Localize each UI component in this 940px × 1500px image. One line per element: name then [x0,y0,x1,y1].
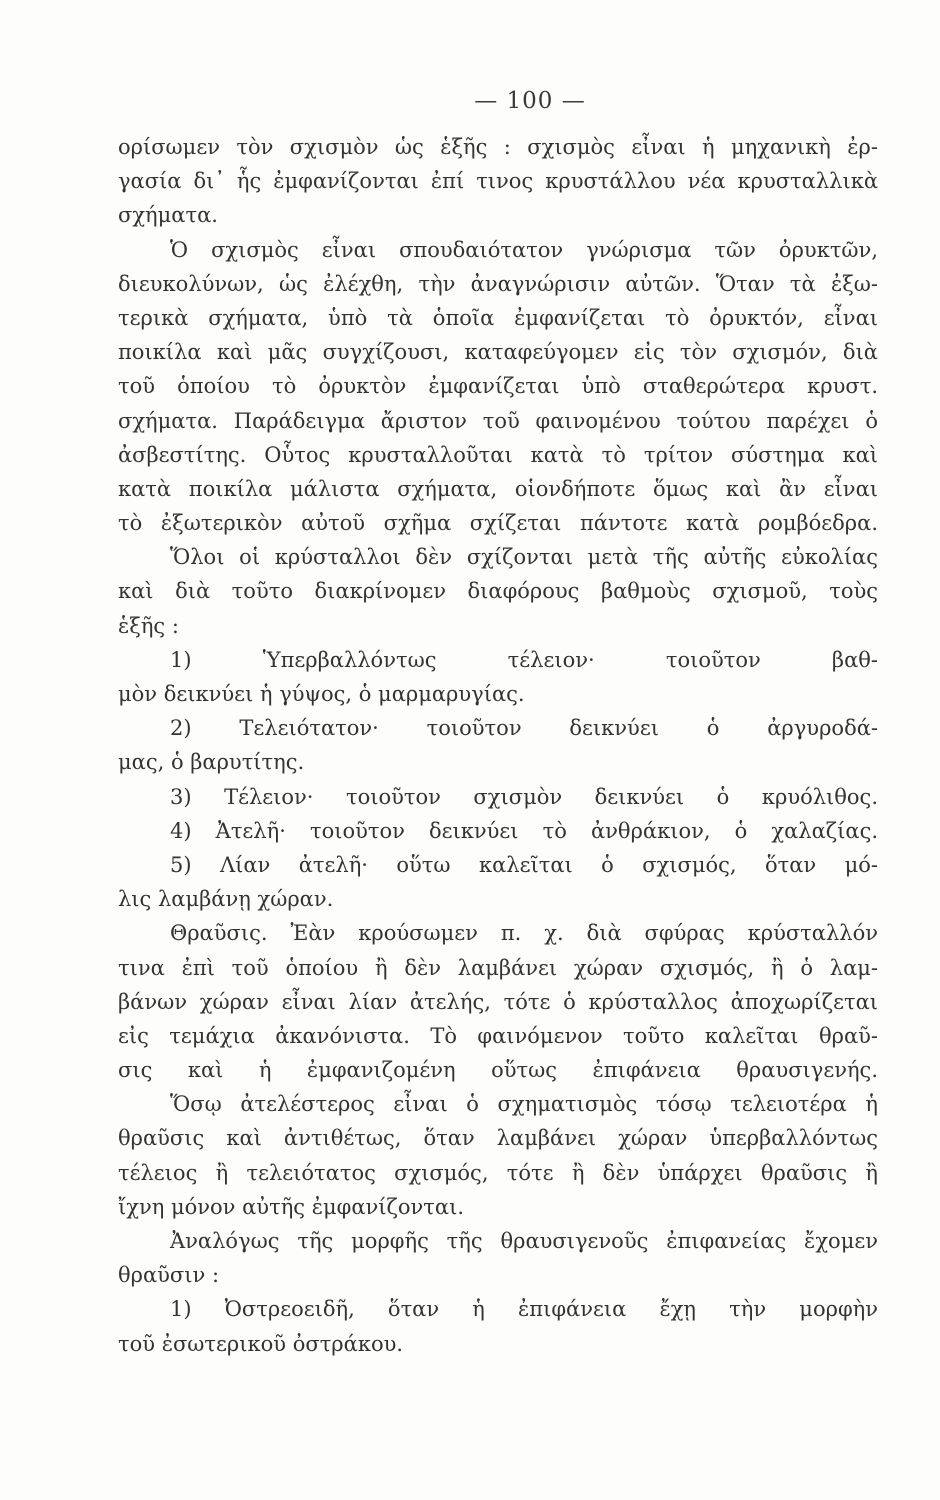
section-heading-line: Θραῦσις. Ἐὰν κρούσωμεν π. χ. διὰ σφύρας κρύσταλλόν [170,921,878,946]
text-line: Ὁ σχισμὸς εἶναι σπουδαιότατον γνώρισμα τῶν ὀρυκτῶν, [170,237,878,262]
list-item: 4) Ἀτελῆ· τοιοῦτον δεικνύει τὸ ἀνθράκιον, ὁ χαλαζίας. [170,818,878,843]
text-line: ορίσωμεν τὸν σχισμὸν ὡς ἑξῆς : σχισμὸς εἶναι ἡ μηχανικὴ ἐρ- [118,135,878,159]
text-line: τὸ ἐξωτερικὸν αὐτοῦ σχῆμα σχίζεται πάντοτε κατὰ ρομβόεδρα. [118,511,878,536]
text-line: μὸν δεικνύει ἡ γύψος, ὁ μαρμαρυγίας. [118,682,525,706]
list-item: 3) Τέλειον· τοιοῦτον σχισμὸν δεικνύει ὁ κρυόλιθος. [170,784,878,809]
text-line: τοῦ ἐσωτερικοῦ ὀστράκου. [118,1331,404,1356]
text-line: ἴχνη μόνον αὐτῆς ἐμφανίζονται. [118,1194,465,1219]
text-line: ἑξῆς : [118,613,179,638]
text-line: Ὅλοι οἱ κρύσταλλοι δὲν σχίζονται μετὰ τῆς αὐτῆς εὐκολίας [170,545,878,570]
text-line: τερικὰ σχήματα, ὑπὸ τὰ ὁποῖα ἐμφανίζεται τὸ ὀρυκτόν, εἶναι [118,305,878,330]
text-line: γασία δι᾿ ἧς ἐμφανίζονται ἐπί τινος κρυστάλλου νέα κρυσταλλικὰ [118,169,878,194]
text-line: καὶ διὰ τοῦτο διακρίνομεν διαφόρους βαθμοὺς σχισμοῦ, τοὺς [118,579,878,604]
page-number: — 100 — [474,88,586,114]
text-line: τοῦ ὁποίου τὸ ὀρυκτὸν ἐμφανίζεται ὑπὸ σταθερώτερα κρυστ. [118,374,878,399]
text-line: Ὅσῳ ἀτελέστερος εἶναι ὁ σχηματισμὸς τόσῳ τελειοτέρα ἡ [170,1092,878,1117]
text-line: λις λαμβάνῃ χώραν. [118,887,334,912]
list-item: 5) Λίαν ἀτελῆ· οὕτω καλεῖται ὁ σχισμός, ὅταν μό- [170,852,878,877]
text-line: σις καὶ ἡ ἐμφανιζομένη οὕτως ἐπιφάνεια θραυσιγενής. [118,1058,878,1083]
text-line: σχήματα. [118,203,218,228]
text-line: εἰς τεμάχια ἀκανόνιστα. Τὸ φαινόμενον τοῦτο καλεῖται θραῦ- [118,1023,878,1048]
text-line: διευκολύνων, ὡς ἐλέχθη, τὴν ἀναγνώρισιν αὐτῶν. Ὅταν τὰ ἐξω- [118,271,878,296]
list-item: 1) Ὑπερβαλλόντως τέλειον· τοιοῦτον βαθ- [170,647,878,672]
text-line: θραῦσις καὶ ἀντιθέτως, ὅταν λαμβάνει χώραν ὑπερβαλλόντως [118,1126,878,1151]
body-text [118,130,878,1361]
list-item: 1) Ὀστρεοειδῆ, ὅταν ἡ ἐπιφάνεια ἔχῃ τὴν μορφὴν [170,1297,878,1322]
text-line: σχήματα. Παράδειγμα ἄριστον τοῦ φαινομένου τούτου παρέχει ὁ [118,408,878,433]
text-line: κατὰ ποικίλα μάλιστα σχήματα, οἱονδήποτε ὅμως καὶ ἂν εἶναι [118,476,878,501]
text-line: μας, ὁ βαρυτίτης. [118,750,305,775]
text-line: βάνων χώραν εἶναι λίαν ἀτελής, τότε ὁ κρύσταλλος ἀποχωρίζεται [118,989,878,1014]
text-line: ποικίλα καὶ μᾶς συγχίζουσι, καταφεύγομεν εἰς τὸν σχισμόν, διὰ [118,340,878,365]
text-line: τέλειος ἢ τελειότατος σχισμός, τότε ἢ δὲν ὑπάρχει θραῦσις ἢ [118,1160,878,1185]
text-line: τινα ἐπὶ τοῦ ὁποίου ἢ δὲν λαμβάνει χώραν σχισμός, ἢ ὁ λαμ- [118,955,878,980]
list-item: 2) Τελειότατον· τοιοῦτον δεικνύει ὁ ἀργυροδά- [170,716,878,741]
text-line: Ἀναλόγως τῆς μορφῆς τῆς θραυσιγενοῦς ἐπιφανείας ἔχομεν [170,1229,878,1253]
text-line: ἀσβεστίτης. Οὗτος κρυσταλλοῦται κατὰ τὸ τρίτον σύστημα καὶ [118,442,878,467]
text-line: θραῦσιν : [118,1263,220,1288]
